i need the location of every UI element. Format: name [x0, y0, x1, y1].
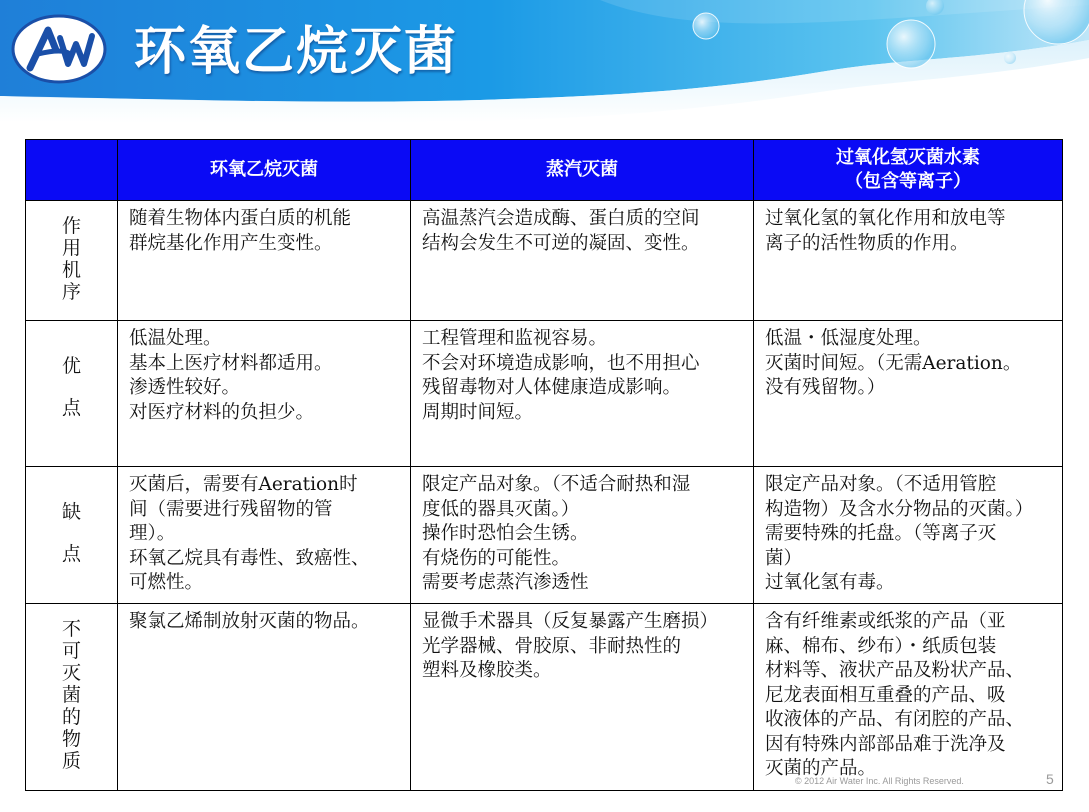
- cell-text-line: 需要特殊的托盘。（等离子灭: [765, 523, 997, 544]
- cell-text-line: 灭菌后，需要有Aeration时: [129, 474, 358, 495]
- cell-text-line: 低温・低湿度处理。: [765, 328, 932, 349]
- table-cell: [118, 604, 411, 791]
- table-row: [26, 467, 1063, 604]
- cell-text-line: 显微手术器具（反复暴露产生磨损）: [422, 611, 719, 632]
- table-cell: [754, 604, 1063, 791]
- table-row: [26, 201, 1063, 321]
- cell-text-line: 渗透性较好。: [129, 377, 241, 398]
- row-label-char: 缺: [61, 501, 81, 523]
- table-cell: [754, 201, 1063, 321]
- cell-text-line: 群烷基化作用产生变性。: [129, 232, 333, 254]
- slide-title: 环氧乙烷灭菌: [134, 22, 459, 82]
- cell-text-line: 灭菌的产品。: [765, 758, 877, 779]
- cell-text-line: 限定产品对象。（不适用管腔: [765, 474, 997, 495]
- cell-text-line: 周期时间短。: [422, 401, 534, 423]
- row-label-char: 用: [61, 237, 81, 259]
- cell-text-line: 菌）: [765, 547, 803, 569]
- cell-text-line: 高温蒸汽会造成酶、蛋白质的空间: [422, 208, 700, 229]
- cell-text-line: 塑料及橡胶类。: [422, 660, 552, 681]
- cell-text-line: 尼龙表面相互重叠的产品、吸: [765, 684, 1006, 706]
- cell-text-line: 残留毒物对人体健康造成影响。: [422, 377, 682, 398]
- cell-text-line: 因有特殊内部部品难于洗净及: [765, 733, 1006, 755]
- row-label-char: 可: [61, 640, 81, 662]
- cell-text-line: 需要考虑蒸汽渗透性: [422, 572, 589, 593]
- column-header: [754, 140, 1063, 201]
- row-label: [26, 321, 118, 467]
- cell-text-line: 基本上医疗材料都适用。: [129, 352, 333, 374]
- row-label: [26, 604, 118, 791]
- row-label-char: 的: [61, 706, 81, 728]
- cell-text-line: 灭菌时间短。（无需Aeration。: [765, 352, 1022, 374]
- cell-text-line: 含有纤维素或纸浆的产品（亚: [765, 611, 1006, 632]
- header-corner-cell: [26, 140, 118, 201]
- column-header: 蒸汽灭菌: [411, 140, 754, 201]
- cell-text-line: 过氧化氢有毒。: [765, 572, 895, 593]
- cell-text-line: 随着生物体内蛋白质的机能: [129, 208, 352, 229]
- cell-text-line: 麻、棉布、纱布）・纸质包装: [765, 635, 997, 657]
- table-header-row: [26, 140, 1063, 201]
- cell-text-line: 没有残留物。）: [765, 377, 886, 398]
- table-cell: [754, 467, 1063, 604]
- cell-text-line: 构造物）及含水分物品的灭菌。）: [765, 498, 1034, 520]
- table-cell: [754, 321, 1063, 467]
- row-label: [26, 201, 118, 321]
- cell-text-line: 间（需要进行残留物的管: [129, 498, 333, 520]
- page-number: 5: [1046, 771, 1054, 787]
- cell-text-line: 限定产品对象。（不适合耐热和湿: [422, 474, 691, 495]
- row-label-char: 作: [61, 215, 81, 237]
- comparison-table: [25, 139, 1063, 791]
- table-cell: [118, 467, 411, 604]
- table-cell: [118, 321, 411, 467]
- copyright-notice: © 2012 Air Water Inc. All Rights Reserved.: [795, 776, 964, 786]
- table-cell: [411, 321, 754, 467]
- cell-text-line: 离子的活性物质的作用。: [765, 232, 969, 254]
- cell-text-line: 光学器械、骨胶原、非耐热性的: [422, 635, 682, 657]
- cell-text-line: 材料等、液状产品及粉状产品、: [765, 660, 1025, 681]
- table-body: [26, 201, 1063, 791]
- row-label: [26, 467, 118, 604]
- cell-text-line: 环氧乙烷具有毒性、致癌性、: [129, 547, 370, 569]
- column-header-line: （包含等离子）: [845, 171, 971, 192]
- table-row: [26, 321, 1063, 467]
- cell-text-line: 有烧伤的可能性。: [422, 547, 571, 569]
- table-cell: [411, 604, 754, 791]
- row-label-char: 不: [61, 618, 81, 640]
- cell-text-line: 收液体的产品、有闭腔的产品、: [765, 709, 1025, 730]
- column-header-line: 过氧化氢灭菌水素: [836, 147, 980, 168]
- table-cell: [411, 467, 754, 604]
- row-label-char: 点: [61, 397, 81, 419]
- row-label-char: 物: [61, 728, 81, 750]
- row-label-char: 机: [61, 259, 81, 281]
- table-row: [26, 604, 1063, 791]
- cell-text-line: 工程管理和监视容易。: [422, 328, 608, 349]
- company-logo: [10, 14, 108, 84]
- cell-text-line: 结构会发生不可逆的凝固、变性。: [422, 232, 700, 254]
- cell-text-line: 度低的器具灭菌。）: [422, 498, 580, 520]
- cell-text-line: 过氧化氢的氧化作用和放电等: [765, 208, 1006, 229]
- row-label-char: 质: [61, 750, 81, 772]
- column-header: 环氧乙烷灭菌: [118, 140, 411, 201]
- cell-text-line: 不会对环境造成影响，也不用担心: [422, 352, 700, 374]
- cell-text-line: 可燃性。: [129, 572, 204, 593]
- row-label-char: 优: [61, 355, 81, 377]
- row-label-char: 点: [61, 543, 81, 565]
- cell-text-line: 理）。: [129, 523, 176, 544]
- table-cell: [411, 201, 754, 321]
- row-label-char: 灭: [61, 662, 81, 684]
- cell-text-line: 聚氯乙烯制放射灭菌的物品。: [129, 611, 370, 632]
- row-label-char: 序: [61, 281, 81, 303]
- cell-text-line: 对医疗材料的负担少。: [129, 401, 315, 423]
- cell-text-line: 操作时恐怕会生锈。: [422, 523, 589, 544]
- cell-text-line: 低温处理。: [129, 328, 222, 349]
- table-cell: [118, 201, 411, 321]
- row-label-char: 菌: [61, 684, 81, 706]
